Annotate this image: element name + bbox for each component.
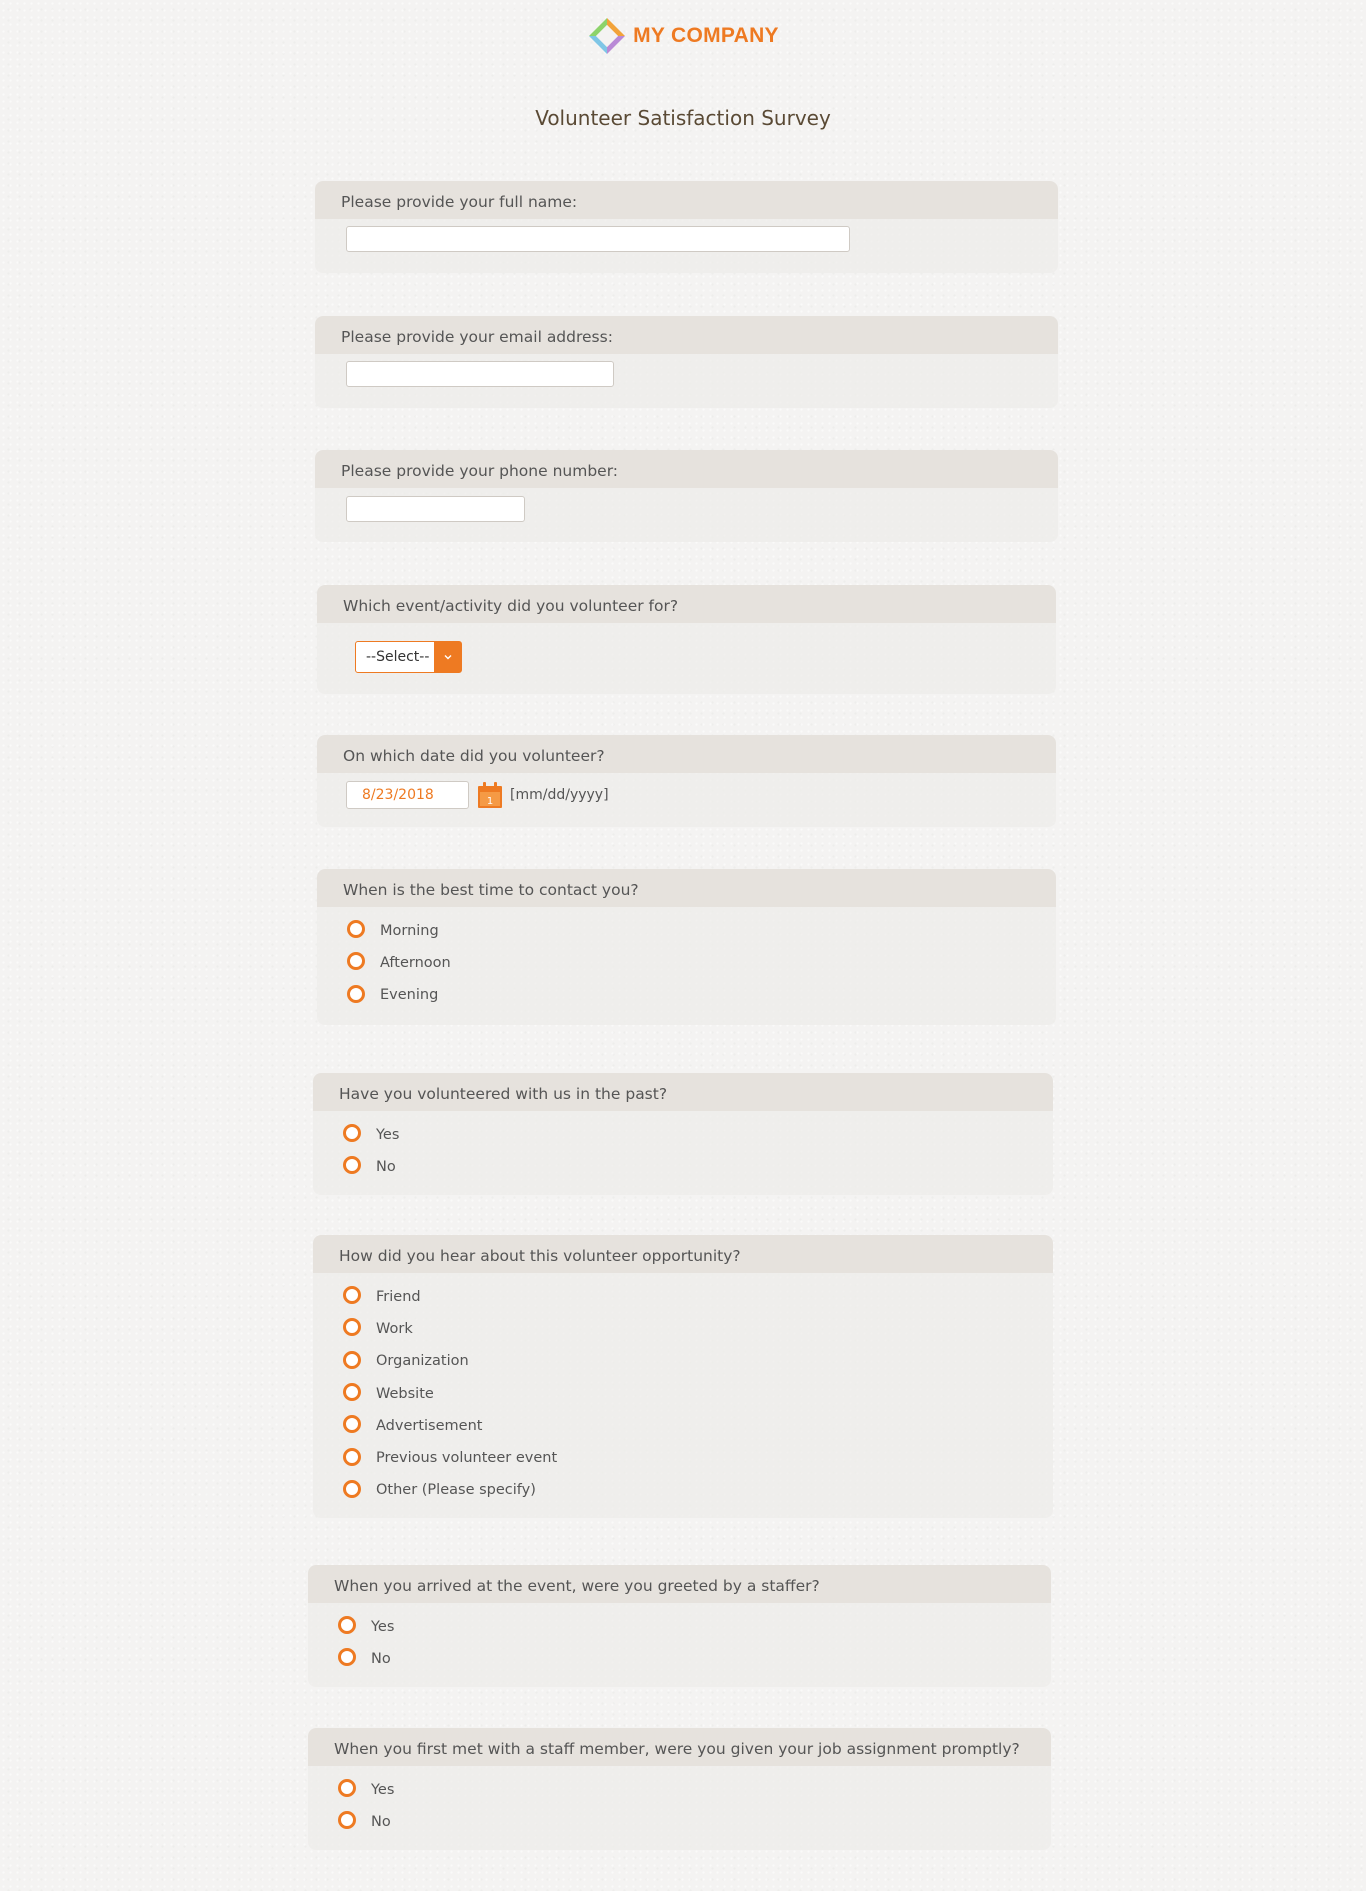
radio-option-website[interactable]: Website bbox=[343, 1376, 557, 1408]
radio-button[interactable] bbox=[343, 1124, 361, 1142]
event-label: Which event/activity did you volunteer for? bbox=[317, 585, 1056, 623]
radio-button[interactable] bbox=[343, 1286, 361, 1304]
full-name-label: Please provide your full name: bbox=[315, 181, 1058, 219]
radio-option-no[interactable]: No bbox=[343, 1149, 399, 1181]
phone-label: Please provide your phone number: bbox=[315, 450, 1058, 488]
calendar-icon[interactable] bbox=[478, 782, 502, 808]
radio-option-afternoon[interactable]: Afternoon bbox=[347, 945, 451, 977]
date-label: On which date did you volunteer? bbox=[317, 735, 1056, 773]
radio-button[interactable] bbox=[338, 1811, 356, 1829]
radio-option-evening[interactable]: Evening bbox=[347, 978, 451, 1010]
radio-button[interactable] bbox=[347, 920, 365, 938]
calendar-day-number: 1 bbox=[486, 796, 494, 807]
radio-option-organization[interactable]: Organization bbox=[343, 1344, 557, 1376]
radio-option-previous-event[interactable]: Previous volunteer event bbox=[343, 1440, 557, 1472]
radio-option-no[interactable]: No bbox=[338, 1641, 394, 1673]
greeted-label: When you arrived at the event, were you greeted by a staffer? bbox=[308, 1565, 1051, 1603]
survey-title: Volunteer Satisfaction Survey bbox=[535, 106, 831, 130]
page-header bbox=[0, 16, 1366, 60]
email-input[interactable] bbox=[346, 361, 614, 387]
chevron-down-icon[interactable] bbox=[434, 642, 461, 672]
contact-time-section bbox=[317, 869, 1056, 1025]
radio-button[interactable] bbox=[343, 1156, 361, 1174]
heard-about-section bbox=[313, 1235, 1053, 1518]
volunteered-past-label: Have you volunteered with us in the past? bbox=[313, 1073, 1053, 1111]
assignment-section bbox=[308, 1728, 1051, 1850]
event-section bbox=[317, 585, 1056, 694]
contact-time-label: When is the best time to contact you? bbox=[317, 869, 1056, 907]
date-format-hint: [mm/dd/yyyy] bbox=[510, 787, 609, 803]
heard-about-label: How did you hear about this volunteer opportunity? bbox=[313, 1235, 1053, 1273]
date-input[interactable]: 8/23/2018 bbox=[346, 781, 469, 809]
radio-button[interactable] bbox=[343, 1383, 361, 1401]
radio-button[interactable] bbox=[343, 1415, 361, 1433]
radio-button[interactable] bbox=[347, 985, 365, 1003]
radio-option-work[interactable]: Work bbox=[343, 1311, 557, 1343]
radio-option-morning[interactable]: Morning bbox=[347, 913, 451, 945]
radio-option-yes[interactable]: Yes bbox=[338, 1772, 394, 1804]
logo-icon bbox=[587, 16, 627, 56]
event-select[interactable] bbox=[355, 641, 462, 673]
radio-button[interactable] bbox=[343, 1448, 361, 1466]
radio-option-friend[interactable]: Friend bbox=[343, 1279, 557, 1311]
radio-button[interactable] bbox=[347, 952, 365, 970]
date-section bbox=[317, 735, 1056, 827]
radio-button[interactable] bbox=[338, 1779, 356, 1797]
email-section bbox=[315, 316, 1058, 408]
radio-option-yes[interactable]: Yes bbox=[343, 1117, 399, 1149]
radio-button[interactable] bbox=[343, 1480, 361, 1498]
greeted-section bbox=[308, 1565, 1051, 1687]
radio-button[interactable] bbox=[343, 1351, 361, 1369]
radio-option-yes[interactable]: Yes bbox=[338, 1609, 394, 1641]
radio-option-other[interactable]: Other (Please specify) bbox=[343, 1473, 557, 1505]
assignment-label: When you first met with a staff member, were you given your job assignment promptly? bbox=[308, 1728, 1051, 1766]
volunteered-past-section bbox=[313, 1073, 1053, 1195]
phone-input[interactable] bbox=[346, 496, 525, 522]
radio-option-advertisement[interactable]: Advertisement bbox=[343, 1408, 557, 1440]
radio-option-no[interactable]: No bbox=[338, 1804, 394, 1836]
company-name: MY COMPANY bbox=[633, 24, 779, 47]
radio-button[interactable] bbox=[338, 1648, 356, 1666]
full-name-section bbox=[315, 181, 1058, 273]
phone-section bbox=[315, 450, 1058, 542]
company-logo bbox=[587, 16, 779, 56]
radio-button[interactable] bbox=[343, 1318, 361, 1336]
radio-button[interactable] bbox=[338, 1616, 356, 1634]
email-label: Please provide your email address: bbox=[315, 316, 1058, 354]
full-name-input[interactable] bbox=[346, 226, 850, 252]
event-select-value: --Select-- bbox=[366, 649, 430, 665]
